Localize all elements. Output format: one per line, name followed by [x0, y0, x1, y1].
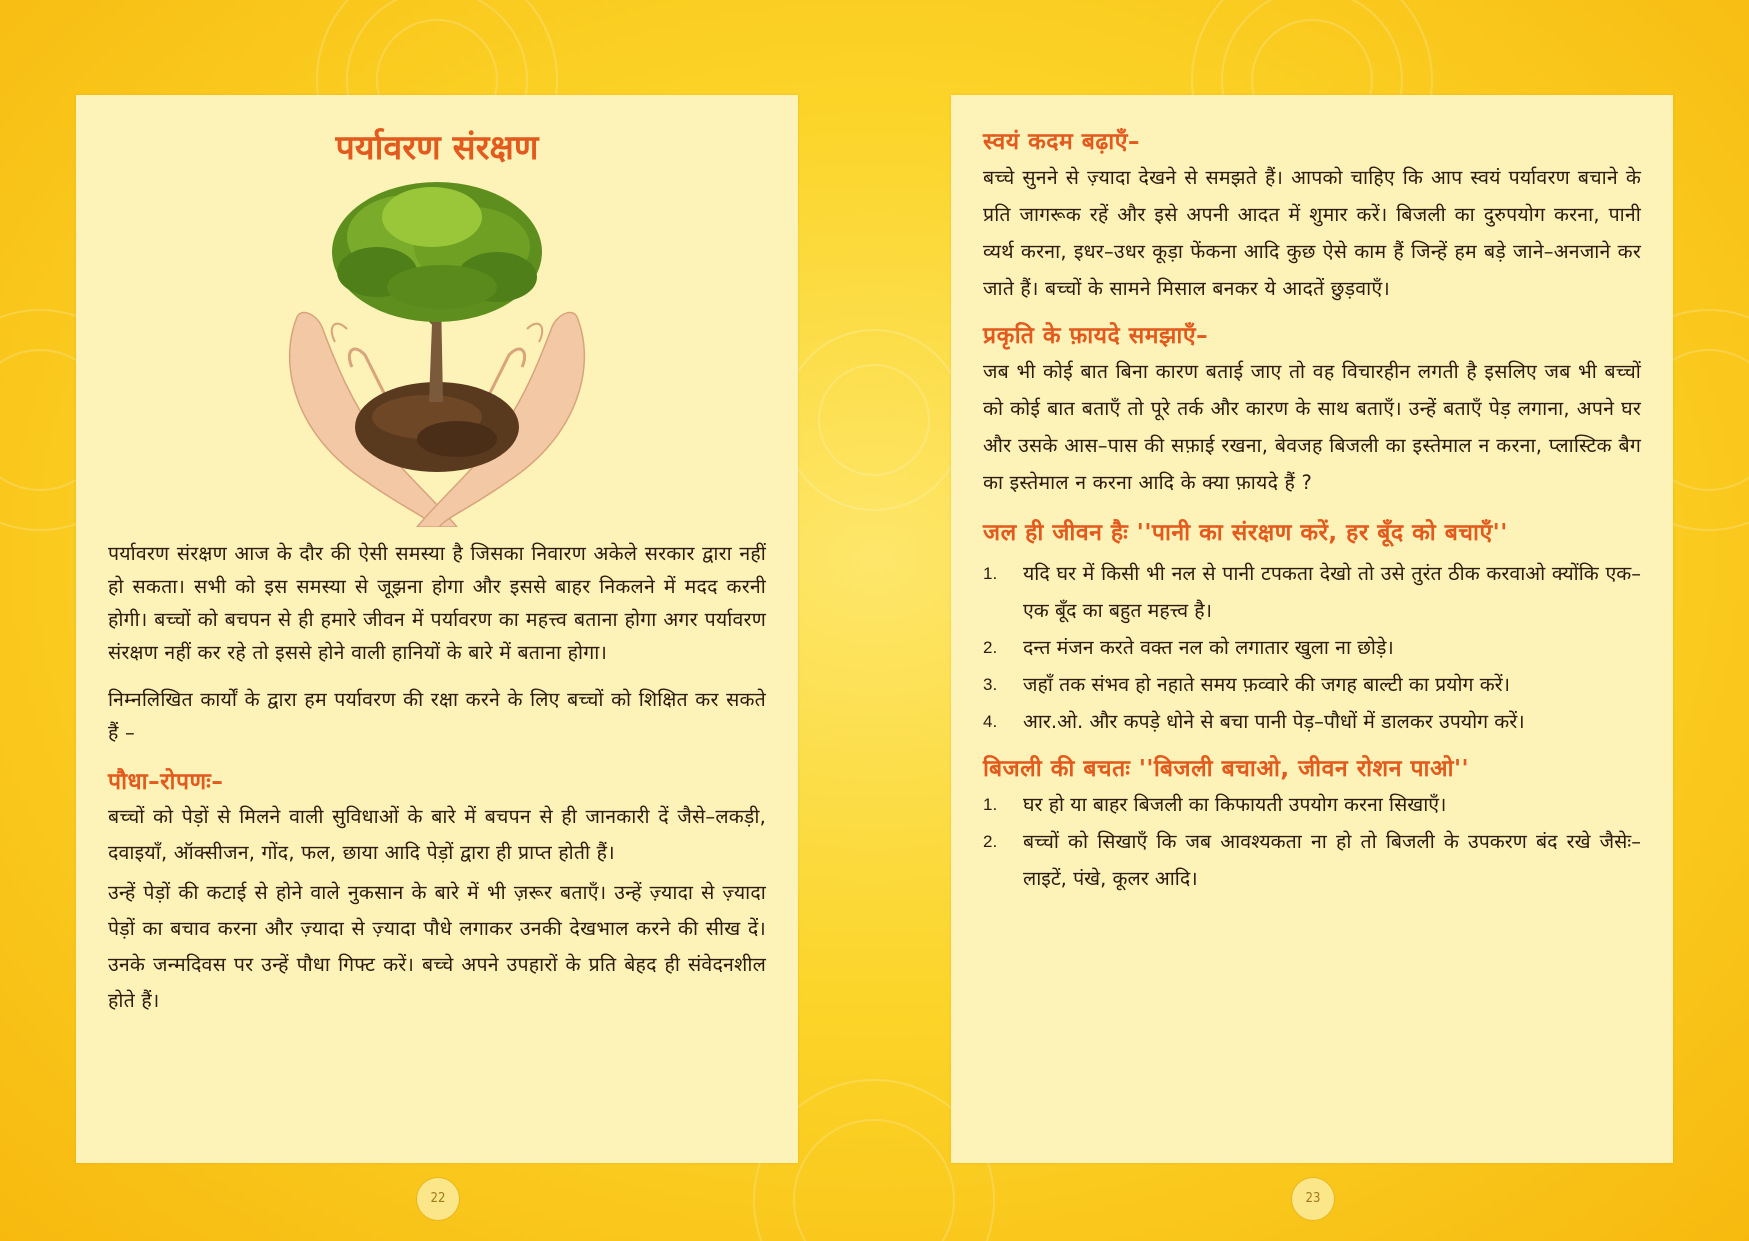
page-number: 23 — [1291, 1177, 1335, 1221]
list-item: 2. बच्चों को सिखाएँ कि जब आवश्यकता ना हो तो बिजली के उपकरण बंद रखे जैसेः– लाइटें, पंखे, कूलर आदि। — [983, 830, 1641, 890]
page-title: पर्यावरण संरक्षण — [335, 128, 539, 168]
water-conservation-list — [983, 555, 1641, 740]
tree-in-hands-illustration — [257, 177, 617, 527]
lead-by-example-paragraph: बच्चे सुनने से ज़्यादा देखने से समझते हैं। आपको चाहिए कि आप स्वयं पर्यावरण बचाने के प्रति जागरूक रहें और इसे अपनी आदत में शुमार करें। बिजली का दुरुपयोग करना, पानी व्यर्थ करना, इधर–उधर कूड़ा फेंकना आदि कुछ ऐसे काम हैं जिन्हें हम बड़े जाने–अनजाने कर जाते हैं। बच्चों के सामने मिसाल बनकर ये आदतें छुड़वाएँ। — [983, 166, 1641, 300]
list-item: 1. घर हो या बाहर बिजली का किफायती उपयोग करना सिखाएँ। — [983, 793, 1447, 816]
right-page — [951, 95, 1673, 1206]
electricity-saving-list — [983, 786, 1641, 897]
heading-lead-by-example: स्वयं कदम बढ़ाएँ– — [983, 129, 1140, 155]
plantation-paragraph-1: बच्चों को पेड़ों से मिलने वाली सुविधाओं के बारे में बचपन से ही जानकारी दें जैसे–लकड़ी, दवाइयाँ, ऑक्सीजन, गोंद, फल, छाया आदि पेड़ों द्वारा ही प्राप्त होती हैं। — [108, 805, 766, 864]
left-page — [76, 95, 798, 1206]
intro-paragraph: पर्यावरण संरक्षण आज के दौर की ऐसी समस्या है जिसका निवारण अकेले सरकार द्वारा नहीं हो सकता। सभी को इस समस्या से जूझना होगा और इससे बाहर निकलने में मदद करनी होगी। बच्चों को बचपन से ही हमारे जीवन में पर्यावरण का महत्त्व बताना होगा अगर पर्यावरण संरक्षण नहीं कर रहे तो इससे होने वाली हानियों के बारे में बताना होगा। — [108, 542, 766, 664]
list-item: 4. आर.ओ. और कपड़े धोने से बचा पानी पेड़–पौधों में डालकर उपयोग करें। — [983, 710, 1525, 733]
list-item: 1. यदि घर में किसी भी नल से पानी टपकता देखो तो उसे तुरंत ठीक करवाओ क्योंकि एक–एक बूँद का बहुत महत्त्व है। — [983, 562, 1641, 622]
intro-paragraph-2: निम्नलिखित कार्यों के द्वारा हम पर्यावरण की रक्षा करने के लिए बच्चों को शिक्षित कर सकते हैं – — [108, 688, 766, 744]
heading-nature-benefits: प्रकृति के फ़ायदे समझाएँ– — [983, 323, 1209, 349]
list-item: 3. जहाँ तक संभव हो नहाते समय फ़व्वारे की जगह बाल्टी का प्रयोग करें। — [983, 673, 1511, 696]
heading-electricity-saving: बिजली की बचतः ''बिजली बचाओ, जीवन रोशन पाओ'' — [983, 756, 1470, 782]
section-heading-plantation: पौधा–रोपणः– — [108, 769, 224, 795]
page-number: 22 — [416, 1177, 460, 1221]
list-item: 2. दन्त मंजन करते वक्त नल को लगातार खुला ना छोड़े। — [983, 636, 1394, 659]
nature-benefits-paragraph: जब भी कोई बात बिना कारण बताई जाए तो वह विचारहीन लगती है इसलिए जब भी बच्चों को कोई बात बताएँ तो पूरे तर्क और कारण के साथ बताएँ। उन्हें बताएँ पेड़ लगाना, अपने घर और उसके आस–पास की सफ़ाई रखना, बेवजह बिजली का इस्तेमाल न करना, प्लास्टिक बैग का इस्तेमाल न करना आदि के क्या फ़ायदे हैं ? — [983, 360, 1641, 494]
heading-water-conservation: जल ही जीवन हैः ''पानी का संरक्षण करें, हर बूँद को बचाएँ'' — [983, 520, 1508, 546]
plantation-paragraph-2: उन्हें पेड़ों की कटाई से होने वाले नुकसान के बारे में भी ज़रूर बताएँ। उन्हें ज़्यादा से ज़्यादा पेड़ों का बचाव करना और ज़्यादा से ज़्यादा पौधे लगाकर उनकी देखभाल करने की सीख दें। उनके जन्मदिवस पर उन्हें पौधा गिफ्ट करें। बच्चे अपने उपहारों के प्रति बेहद ही संवेदनशील होते हैं। — [108, 881, 766, 1012]
